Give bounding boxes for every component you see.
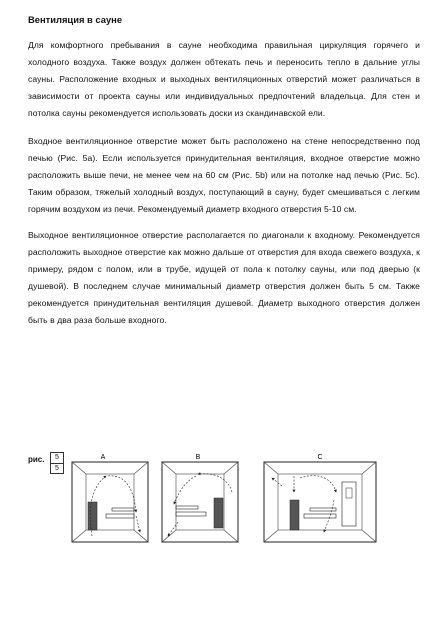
figure-number-bottom: 5: [51, 463, 63, 474]
document-page: [28, 14, 420, 329]
panel-c-label: C: [317, 454, 323, 461]
diagram-panel-b: [162, 454, 238, 542]
panel-a-label: A: [100, 454, 106, 461]
ventilation-figure: [28, 452, 428, 542]
page-title: Вентиляция в сауне: [28, 14, 123, 25]
figure-number-top: 5: [55, 454, 59, 461]
paragraph-intro: Для комфортного пребывания в сауне необходима правильная циркуляция горячего и холодного воздуха. Также воздух должен обтекать печь и переносить тепло в дальние углы сауны. Расположение входных и выходных вентиляционных отверстий может различаться в зависимости от проекта сауны или индивидуальных предпочтений владельца. Для стен и потолка сауны рекомендуется использовать доски из скандинавской ели.: [28, 40, 420, 118]
paragraph-inlet: Входное вентиляционное отверстие может быть расположено на стене непосредственно под печью (Рис. 5a). Если используется принудительная вентиляция, входное отверстие можно расположить выше печи, не менее чем на 60 см (Рис. 5b) или на потолке над печью (Рис. 5c). Таким образом, тяжелый холодный воздух, поступающий в сауну, будет смешиваться с легким горячим воздухом из печи. Рекомендуемый диаметр входного отверстия 5-10 см.: [28, 136, 420, 214]
diagram-panel-c: [264, 454, 376, 542]
figure-label: рис.: [28, 455, 45, 464]
paragraph-outlet: Выходное вентиляционное отверстие располагается по диагонали к входному. Рекомендуется расположить выходное отверстие как можно дальше от отверстия для входа свежего воздуха, к примеру, рядом с полом, или в трубе, идущей от пола к потолку сауны, или под дверью (к душевой). В последнем случае минимальный диаметр отверстия должен быть 5 см. Также рекомендуется принудительная вентиляция душевой. Диаметр выходного отверстия должен быть в два раза больше входного.: [28, 230, 420, 325]
ventilation-diagrams: [28, 452, 428, 544]
diagram-panel-a: [72, 454, 148, 542]
panel-b-label: B: [195, 454, 201, 461]
